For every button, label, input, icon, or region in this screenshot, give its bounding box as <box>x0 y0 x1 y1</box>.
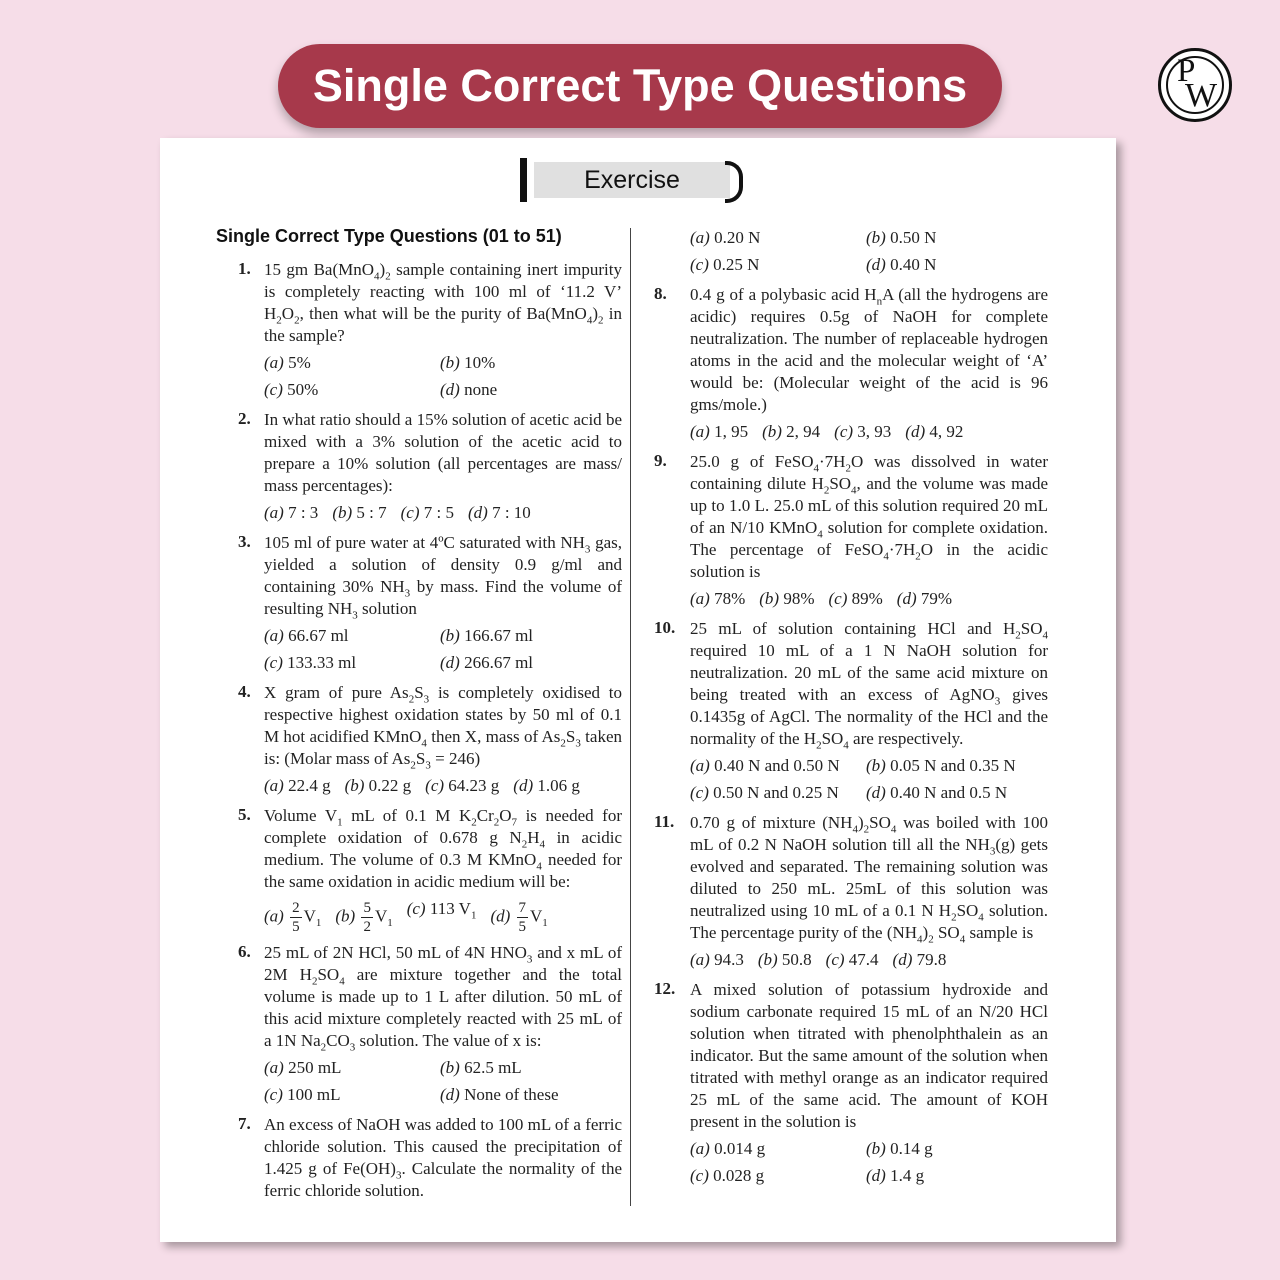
question-number: 3. <box>238 532 251 551</box>
option-d[interactable]: (d) 0.40 N and 0.5 N <box>866 783 1008 802</box>
column-divider <box>630 228 631 1206</box>
option-d[interactable]: (d) 266.67 ml <box>440 653 534 672</box>
left-column <box>214 226 622 1208</box>
question-number: 11. <box>654 812 675 831</box>
option-b[interactable]: (b) 62.5 mL <box>440 1058 522 1077</box>
option-b[interactable]: (b) 50.8 <box>757 950 812 969</box>
options <box>264 899 622 936</box>
fraction: $\frac{2}{5}$ <box>292 900 300 935</box>
question-10 <box>654 618 1048 806</box>
question-8 <box>654 284 1048 445</box>
option-c[interactable]: (c) 0.25 N <box>690 255 760 274</box>
options <box>264 772 622 799</box>
question-number: 2. <box>238 409 251 428</box>
banner-title: Single Correct Type Questions <box>312 60 968 111</box>
option-a[interactable]: (a) 5% <box>264 353 311 372</box>
option-d[interactable]: (d) 4, 92 <box>905 422 964 441</box>
option-d[interactable]: (d) $\frac{7}{5}$ $V_1$ <box>490 900 548 935</box>
question-2 <box>214 409 622 526</box>
question-text: X gram of pure $As_2S_3$ is completely oxidised to respective highest oxidation states by 50 ml of 0.1 M hot acidified KMnO$_4$ then X, mass of $As_2S_3$ taken is: (Molar mass of $As_2S_3 = 246$) <box>264 683 623 772</box>
options <box>690 946 1048 973</box>
question-number: 6. <box>238 942 251 961</box>
option-a[interactable]: (a) 250 mL <box>264 1058 342 1077</box>
option-b[interactable]: (b) 0.14 g <box>866 1139 933 1158</box>
option-b[interactable]: (b) 0.22 g <box>344 776 412 795</box>
question-1 <box>214 259 622 403</box>
question-text: Volume $V_1$ mL of 0.1 M $K_2Cr_2O_7$ is needed for complete oxidation of 0.678 g $N_2H_4$ in acidic medium. The volume of 0.3 M KMnO$_4$ needed for the same oxidation in acidic medium will be: <box>264 806 623 891</box>
option-a[interactable]: (a) 0.20 N <box>690 228 761 247</box>
question-number: 5. <box>238 805 251 824</box>
option-a[interactable]: (a) 1, 95 <box>690 422 749 441</box>
options <box>264 622 622 676</box>
option-b[interactable]: (b) 0.05 N and 0.35 N <box>866 756 1016 775</box>
question-number: 7. <box>238 1114 251 1133</box>
question-number: 8. <box>654 284 667 303</box>
question-text: An excess of NaOH was added to 100 mL of a ferric chloride solution. This caused the precipitation of 1.425 g of $Fe(OH)_3$. Calculate the normality of the ferric chloride solution. <box>264 1115 622 1200</box>
question-text: 15 gm $Ba(MnO_4)_2$ sample containing inert impurity is completely reacting with 100 ml of ‘11.2 V’ $H_2O_2$, then what will be the purity of $Ba(MnO_4)_2$ in the sample? <box>264 260 623 345</box>
question-text: 105 ml of pure water at 4ºC saturated with $NH_3$ gas, yielded a solution of density 0.9 g/ml and containing 30% $NH_3$ by mass. Find the volume of resulting $NH_3$ solution <box>264 533 622 622</box>
exercise-header <box>520 158 744 202</box>
question-6 <box>214 942 622 1108</box>
question-page <box>160 138 1116 1242</box>
option-b[interactable]: (b) 166.67 ml <box>440 626 534 645</box>
options <box>690 752 1048 806</box>
option-a[interactable]: (a) $\frac{2}{5}$ $V_1$ <box>264 900 322 935</box>
question-number: 10. <box>654 618 676 637</box>
option-c[interactable]: (c) 133.33 ml <box>264 653 357 672</box>
option-a[interactable]: (a) 22.4 g <box>264 776 331 795</box>
option-d[interactable]: (d) 0.40 N <box>866 255 937 274</box>
question-12 <box>654 979 1048 1189</box>
question-11 <box>654 812 1048 973</box>
question-5 <box>214 805 622 936</box>
option-b[interactable]: (b) 0.50 N <box>866 228 937 247</box>
option-b[interactable]: (b) 98% <box>759 589 815 608</box>
option-c[interactable]: (c) 50% <box>264 380 319 399</box>
option-a[interactable]: (a) 94.3 <box>690 950 744 969</box>
question-4 <box>214 682 622 799</box>
options <box>264 349 622 403</box>
option-d[interactable]: (d) 1.06 g <box>513 776 580 795</box>
option-c[interactable]: (c) 64.23 g <box>425 776 500 795</box>
question-7-options <box>654 224 1048 278</box>
option-a[interactable]: (a) 0.40 N and 0.50 N <box>690 756 840 775</box>
logo-letter-w: W <box>1185 77 1218 114</box>
question-text: In what ratio should a 15% solution of acetic acid be mixed with a 3% solution of the acetic acid to prepare a 10% solution (all percentages are mass/ mass percentages): <box>264 410 622 495</box>
options <box>264 1054 622 1108</box>
exercise-right-bracket <box>725 161 743 203</box>
option-d[interactable]: (d) None of these <box>440 1085 559 1104</box>
option-b[interactable]: (b) 5 : 7 <box>332 503 387 522</box>
pw-logo-icon <box>1158 48 1232 122</box>
question-number: 4. <box>238 682 251 701</box>
question-text: 25 mL of 2N HCl, 50 mL of 4N $HNO_3$ and x mL of 2M $H_2SO_4$ are mixture together and the total volume is made up to 1 L after dilution. 50 mL of this acid mixture completely reacted with 25 mL of a 1N $Na_2CO_3$ solution. The value of x is: <box>264 943 623 1054</box>
option-c[interactable]: (c) 113 $V_1$ <box>406 899 477 922</box>
option-c[interactable]: (c) 3, 93 <box>834 422 892 441</box>
option-d[interactable]: (d) 1.4 g <box>866 1166 925 1185</box>
section-title: Single Correct Type Questions (01 to 51) <box>216 226 562 246</box>
option-a[interactable]: (a) 7 : 3 <box>264 503 319 522</box>
exercise-left-bar <box>520 158 527 202</box>
option-c[interactable]: (c) 0.50 N and 0.25 N <box>690 783 839 802</box>
option-b[interactable]: (b) 2, 94 <box>762 422 821 441</box>
question-number: 9. <box>654 451 667 470</box>
fraction: $\frac{5}{2}$ <box>363 900 371 935</box>
option-c[interactable]: (c) 7 : 5 <box>400 503 454 522</box>
title-banner <box>278 44 1002 128</box>
options <box>264 499 622 526</box>
option-c[interactable]: (c) 0.028 g <box>690 1166 765 1185</box>
option-a[interactable]: (a) 0.014 g <box>690 1139 766 1158</box>
option-d[interactable]: (d) 79% <box>896 589 953 608</box>
options <box>690 1135 1048 1189</box>
option-c[interactable]: (c) 47.4 <box>825 950 879 969</box>
right-column <box>654 226 1048 1195</box>
option-b[interactable]: (b) 10% <box>440 353 496 372</box>
question-7 <box>214 1114 622 1202</box>
exercise-label: Exercise <box>584 166 680 194</box>
option-d[interactable]: (d) 7 : 10 <box>467 503 531 522</box>
options <box>690 585 1048 612</box>
question-text: 25.0 g of $FeSO_4\cdot 7H_2O$ was dissolved in water containing dilute $H_2SO_4$, and the volume was made up to 1.0 L. 25.0 mL of this solution required 20 mL of an N/10 KMnO$_4$ solution for complete oxidation. The percentage of $FeSO_4\cdot 7H_2O$ in the acidic solution is <box>690 452 1048 581</box>
question-number: 1. <box>238 259 251 278</box>
question-9 <box>654 451 1048 612</box>
option-d[interactable]: (d) none <box>440 380 498 399</box>
fraction: $\frac{7}{5}$ <box>518 900 527 935</box>
option-b[interactable]: (b) $\frac{5}{2}$ $V_1$ <box>335 900 393 935</box>
option-a[interactable]: (a) 66.67 ml <box>264 626 349 645</box>
options <box>690 224 1048 278</box>
option-c[interactable]: (c) 100 mL <box>264 1085 341 1104</box>
question-text: A mixed solution of potassium hydroxide and sodium carbonate required 15 mL of an N/20 HCl solution when titrated with phenolphthalein as an indicator. But the same amount of the solution when titrated with methyl orange as an indicator required 25 mL of the same acid. The amount of KOH present in the solution is <box>690 980 1048 1131</box>
question-text: 0.70 g of mixture $(NH_4)_2SO_4$ was boiled with 100 mL of 0.2 N NaOH solution till all the $NH_3(g)$ gets evolved and separated. The remaining solution was diluted to 250 mL. 25mL of this solution was neutralized using 10 mL of a 0.1 N $H_2SO_4$ solution. The percentage purity of the $(NH_4)_2$ $SO_4$ sample is <box>690 813 1048 946</box>
question-text: 25 mL of solution containing HCl and $H_2SO_4$ required 10 mL of a 1 N NaOH solution for neutralization. 20 mL of the same acid mixture on being treated with an excess of AgNO$_3$ gives 0.1435g of AgCl. The normality of the HCl and the normality of the $H_2SO_4$ are respectively. <box>690 619 1049 752</box>
option-a[interactable]: (a) 78% <box>690 589 746 608</box>
logo-letter-p: P <box>1177 53 1196 89</box>
option-d[interactable]: (d) 79.8 <box>892 950 947 969</box>
options <box>690 418 1048 445</box>
question-number: 12. <box>654 979 676 998</box>
question-text: 0.4 g of a polybasic acid $H_nA$ (all the hydrogens are acidic) requires 0.5g of NaOH for complete neutralization. The number of replaceable hydrogen atoms in the acid and the molecular weight of ‘A’ would be: (Molecular weight of the acid is 96 gms/mole.) <box>690 285 1048 414</box>
option-c[interactable]: (c) 89% <box>828 589 883 608</box>
question-3 <box>214 532 622 676</box>
